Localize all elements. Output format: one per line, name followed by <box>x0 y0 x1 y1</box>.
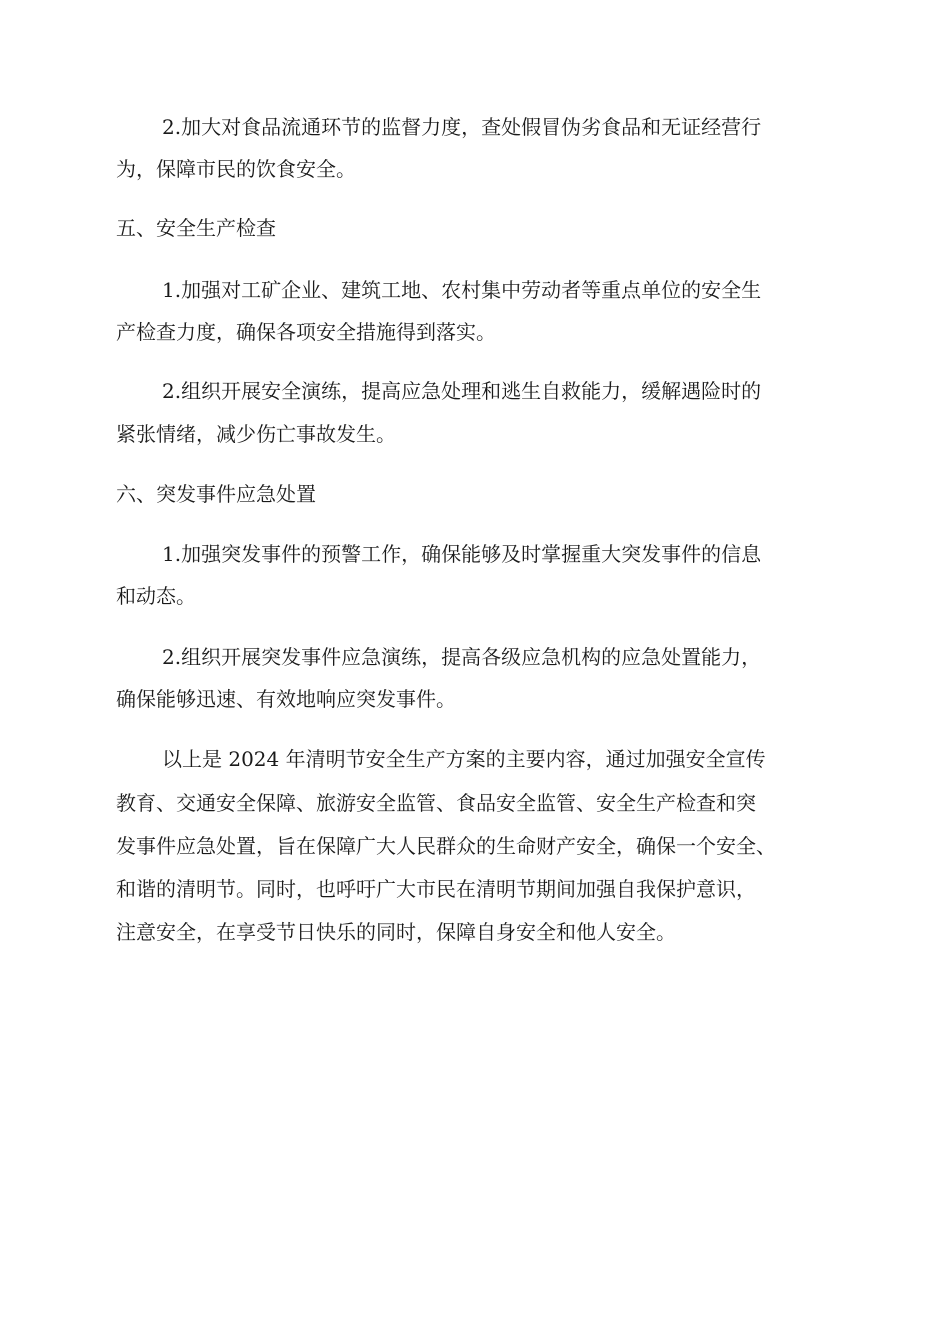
emergency-item-2-line-2: 确保能够迅速、有效地响应突发事件。 <box>116 687 456 711</box>
food-item-2-line-1: 2.加大对食品流通环节的监督力度，查处假冒伪劣食品和无证经营行 <box>162 115 762 139</box>
summary-line-5: 注意安全，在享受节日快乐的同时，保障自身安全和他人安全。 <box>116 920 676 944</box>
emergency-item-1-line-2: 和动态。 <box>116 584 196 608</box>
summary-line-4: 和谐的清明节。同时，也呼吁广大市民在清明节期间加强自我保护意识， <box>116 877 756 901</box>
summary-line-3: 发事件应急处置，旨在保障广大人民群众的生命财产安全，确保一个安全、 <box>116 834 776 858</box>
food-item-2-line-2: 为，保障市民的饮食安全。 <box>116 157 356 181</box>
safety-item-1-line-1: 1.加强对工矿企业、建筑工地、农村集中劳动者等重点单位的安全生 <box>162 278 762 302</box>
safety-item-1-line-2: 产检查力度，确保各项安全措施得到落实。 <box>116 320 496 344</box>
emergency-item-2-line-1: 2.组织开展突发事件应急演练，提高各级应急机构的应急处置能力， <box>162 645 762 669</box>
section-heading-safety-inspection: 五、安全生产检查 <box>116 216 276 240</box>
safety-item-2-line-1: 2.组织开展安全演练，提高应急处理和逃生自救能力，缓解遇险时的 <box>162 379 762 403</box>
section-heading-emergency-response: 六、突发事件应急处置 <box>116 482 316 506</box>
summary-line-2: 教育、交通安全保障、旅游安全监管、食品安全监管、安全生产检查和突 <box>116 791 756 815</box>
summary-line-1: 以上是 2024 年清明节安全生产方案的主要内容，通过加强安全宣传 <box>162 747 766 771</box>
emergency-item-1-line-1: 1.加强突发事件的预警工作，确保能够及时掌握重大突发事件的信息 <box>162 542 762 566</box>
safety-item-2-line-2: 紧张情绪，减少伤亡事故发生。 <box>116 422 396 446</box>
